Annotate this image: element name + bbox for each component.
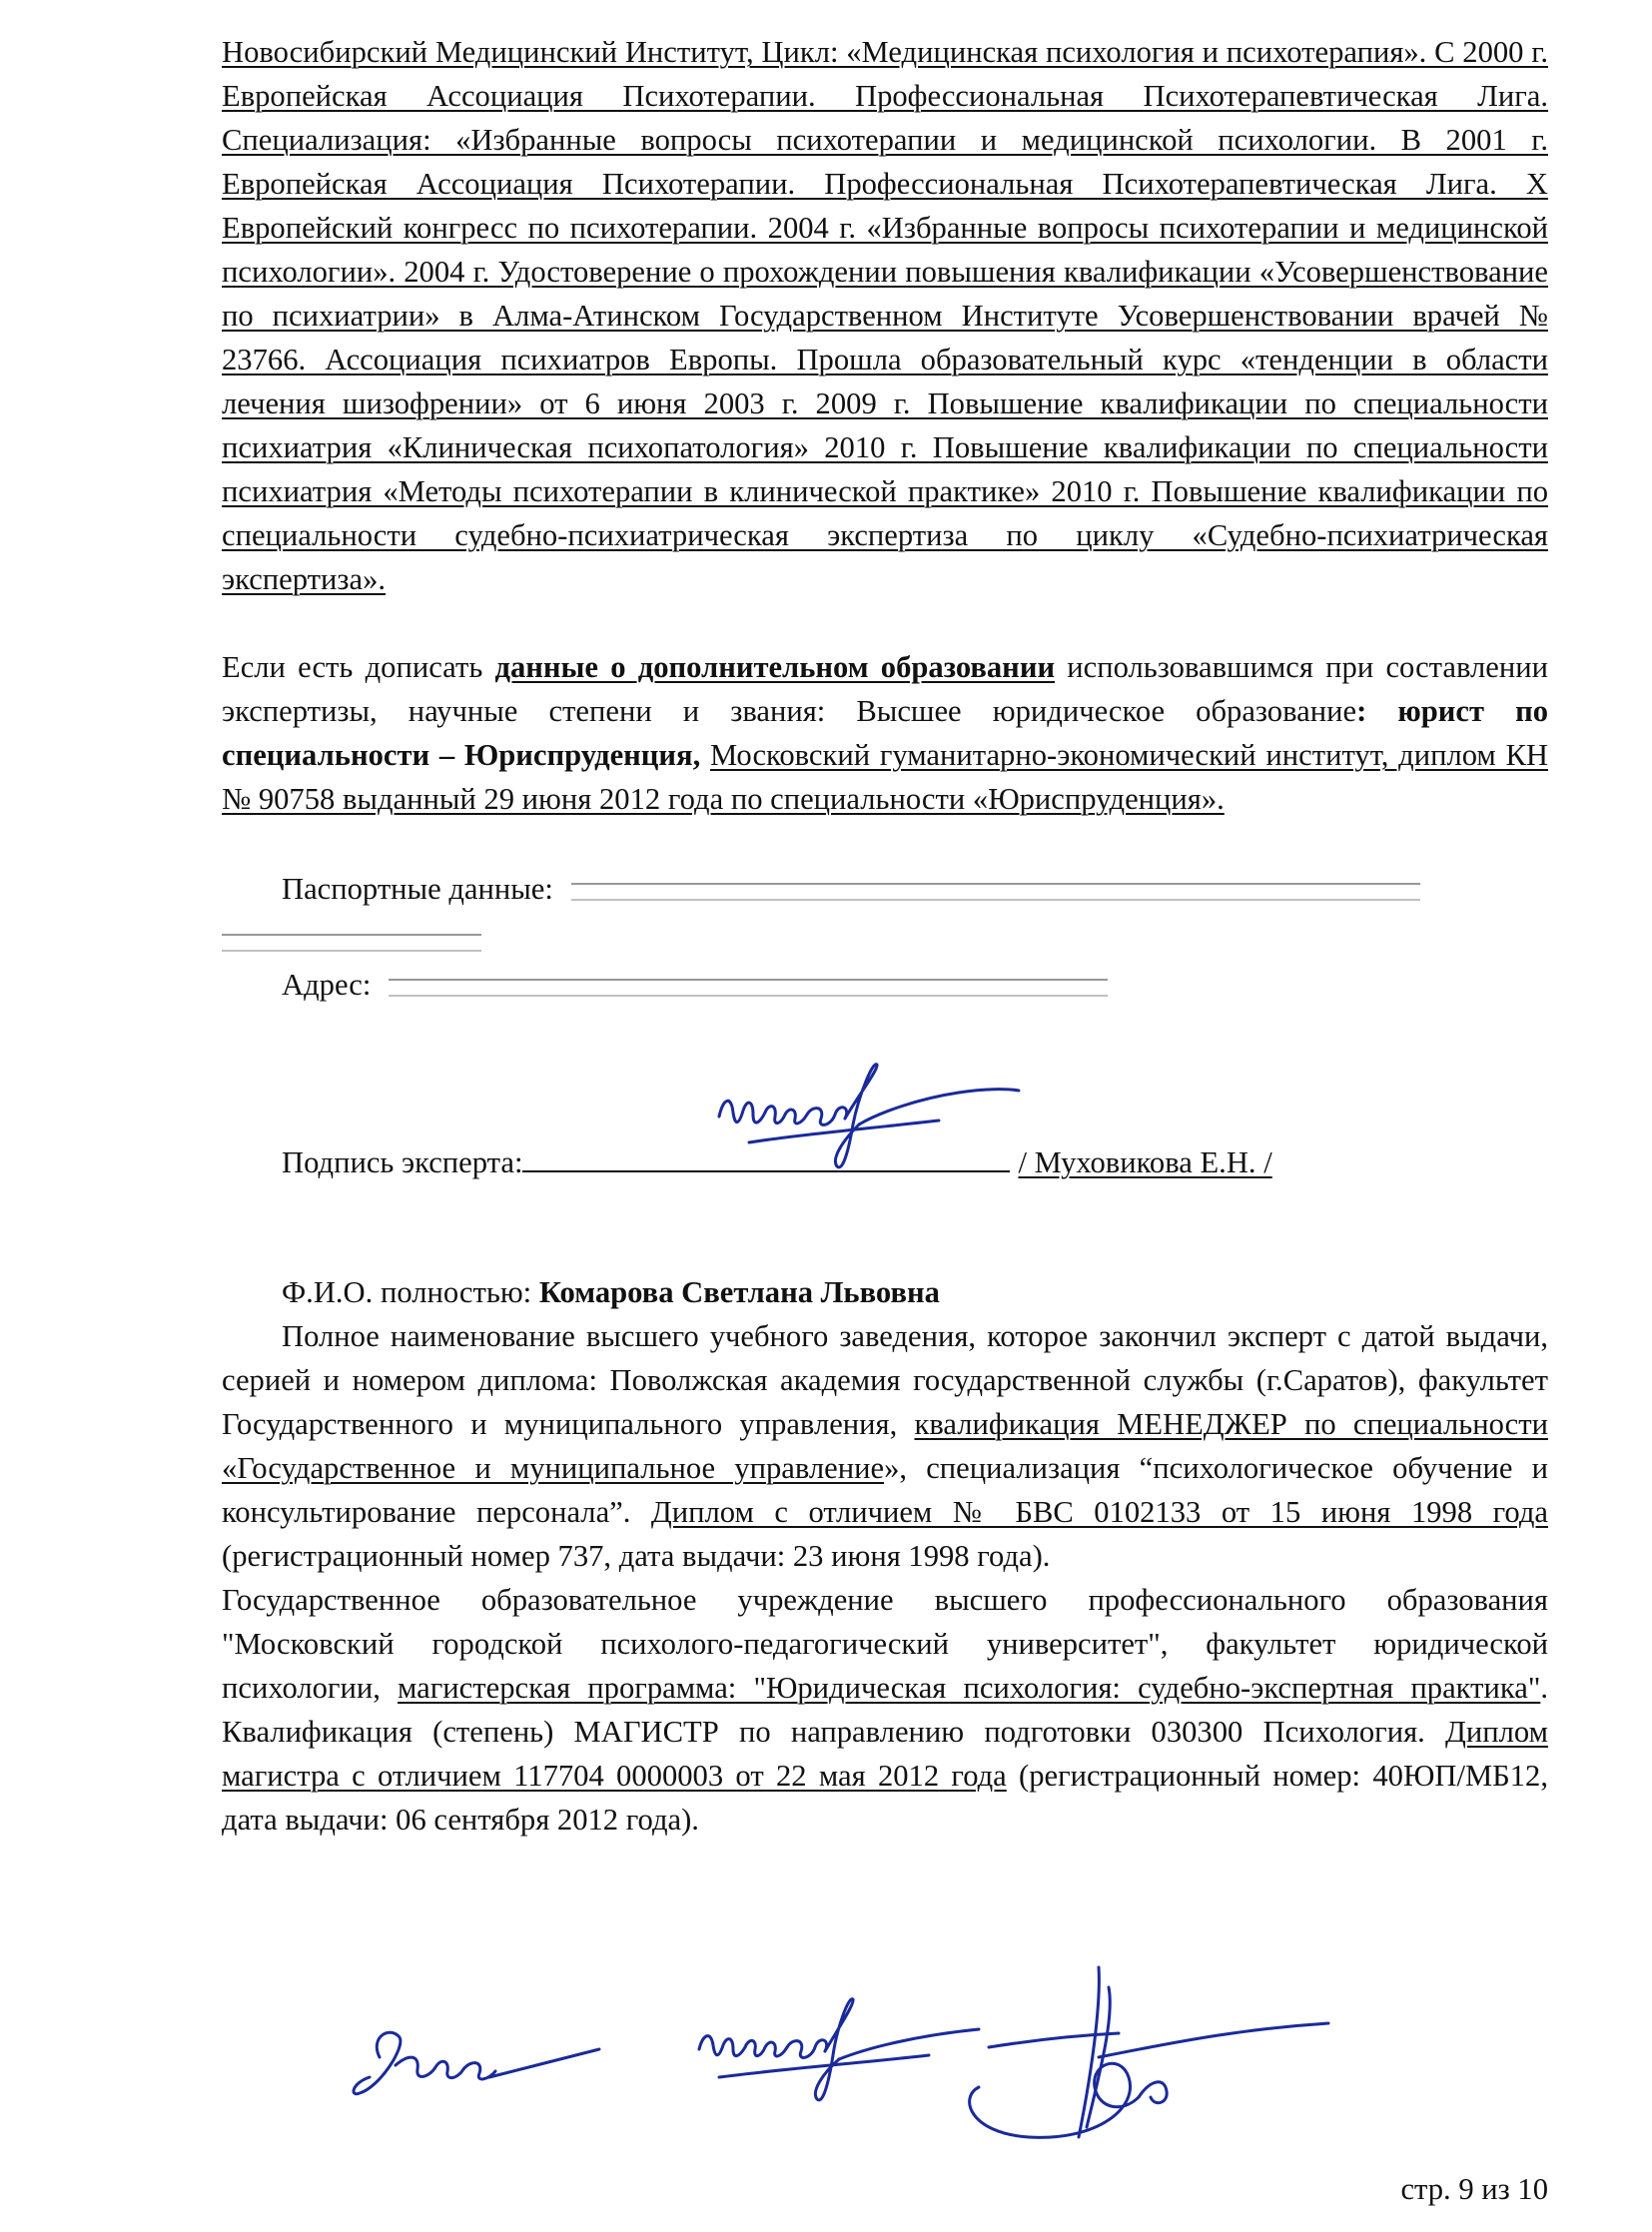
additional-education-block: [222, 645, 1548, 821]
text-segment: Если есть дописать: [222, 650, 495, 684]
signature-3: [970, 1967, 1328, 2137]
text-segment: квалификация МЕНЕДЖЕР по специальности «Государственное и муниципальное управление: [222, 1407, 1548, 1485]
text-segment: Полное наименование высшего учебного заведения, которое закончил эксперт с датой выдачи, серией и номером диплома: Поволжская академия государственной службы (г.Саратов), факультет Государственного и муниципального управления,: [222, 1319, 1548, 1441]
text-segment: магистерская программа: "Юридическая психология: судебно-экспертная практика": [398, 1671, 1541, 1705]
text-segment: », специализация “психологическое обучение и консультирование персонала”.: [222, 1451, 1548, 1529]
text-segment: Диплом с отличием № БВС 0102133 от 15 июня 1998 года: [650, 1495, 1548, 1529]
passport-redaction: [571, 883, 1420, 901]
text-segment: Московский гуманитарно-экономический институт, диплом КН № 90758 выданный 29 июня 2012 года по специальности «Юриспруденция».: [222, 738, 1549, 816]
text-segment: (регистрационный номер 737, дата выдачи: 23 июня 1998 года).: [222, 1539, 1051, 1573]
text-segment: [700, 738, 710, 772]
text-segment: . Квалификация (степень) МАГИСТР по направлению подготовки 030300 Психология.: [222, 1671, 1548, 1749]
signature-1: [354, 2032, 599, 2093]
text-segment: Диплом магистра с отличием 117704 0000003 от 22 мая 2012 года: [222, 1715, 1548, 1793]
address-row: [282, 963, 1108, 1007]
cv-continuation-paragraph: [222, 30, 1548, 601]
cv-continuation-block: [222, 30, 1548, 601]
text-segment: : юрист по специальности – Юриспруденция,: [222, 694, 1548, 772]
komarova-diploma-paragraph: [222, 1314, 1548, 1578]
passport-redaction-2: [222, 934, 481, 952]
expert-name: / Муховикова Е.Н. /: [1018, 1145, 1272, 1179]
bottom-signatures: [340, 1937, 1438, 2167]
additional-education-paragraph: [222, 645, 1548, 821]
passport-redaction-line-2: [222, 911, 601, 951]
text-segment: использовавшимся при составлении экспертизы, научные степени и звания: Высшее юридическое образование: [222, 650, 1548, 728]
text-segment: Государственное образовательное учреждение высшего профессионального образования "Московский городской психолого-педагогический университет", факультет юридической психологии,: [222, 1583, 1548, 1705]
address-label: Адрес:: [282, 968, 372, 1002]
text-segment: Новосибирский Медицинский Институт, Цикл: «Медицинская психология и психотерапия». С 2000 г. Европейская Ассоциация Психотерапии. Профессиональная Психотерапевтическая Лига. Специализация: «Избранные вопросы психотерапии и медицинской психологии. В 2001 г. Европейская Ассоциация Психотерапии. Профессиональная Психотерапевтическая Лига. X Европейский конгресс по психотерапии. 2004 г. «Избранные вопросы психотерапии и медицинской психологии». 2004 г. Удостоверение о прохождении повышения квалификации «Усовершенствование по психиатрии» в Алма-Атинском Государственном Институте Усовершенствовании врачей № 23766. Ассоциация психиатров Европы. Прошла образовательный курс «тенденции в области лечения шизофрении» от 6 июня 2003 г. 2009 г. Повышение квалификации по специальности психиатрия «Клиническая психопатология» 2010 г. Повышение квалификации по специальности психиатрия «Методы психотерапии в клинической практике» 2010 г. Повышение квалификации по специальности судебно-психиатрическая экспертиза по циклу «Судебно-психиатрическая экспертиза».: [222, 35, 1548, 596]
expert-signature-row: [282, 1140, 1272, 1184]
fio-value: Комарова Светлана Львовна: [538, 1275, 940, 1309]
text-segment: (регистрационный номер: 40ЮП/МБ12, дата выдачи: 06 сентября 2012 года).: [222, 1759, 1548, 1837]
komarova-master-paragraph: [222, 1578, 1548, 1842]
komarova-block: [222, 1270, 1548, 1842]
signature-2: [699, 1999, 979, 2100]
address-redaction: [389, 979, 1108, 997]
passport-label: Паспортные данные:: [282, 872, 553, 906]
page-number: стр. 9 из 10: [1400, 2172, 1548, 2206]
text-segment: данные о дополнительном образовании: [494, 650, 1056, 684]
expert-signature-label: Подпись эксперта:: [282, 1145, 523, 1179]
komarova-fio-line: [222, 1270, 1548, 1314]
passport-row: [282, 867, 1420, 911]
fio-label: Ф.И.О. полностью:: [282, 1275, 539, 1309]
signature-line: [522, 1140, 1010, 1172]
